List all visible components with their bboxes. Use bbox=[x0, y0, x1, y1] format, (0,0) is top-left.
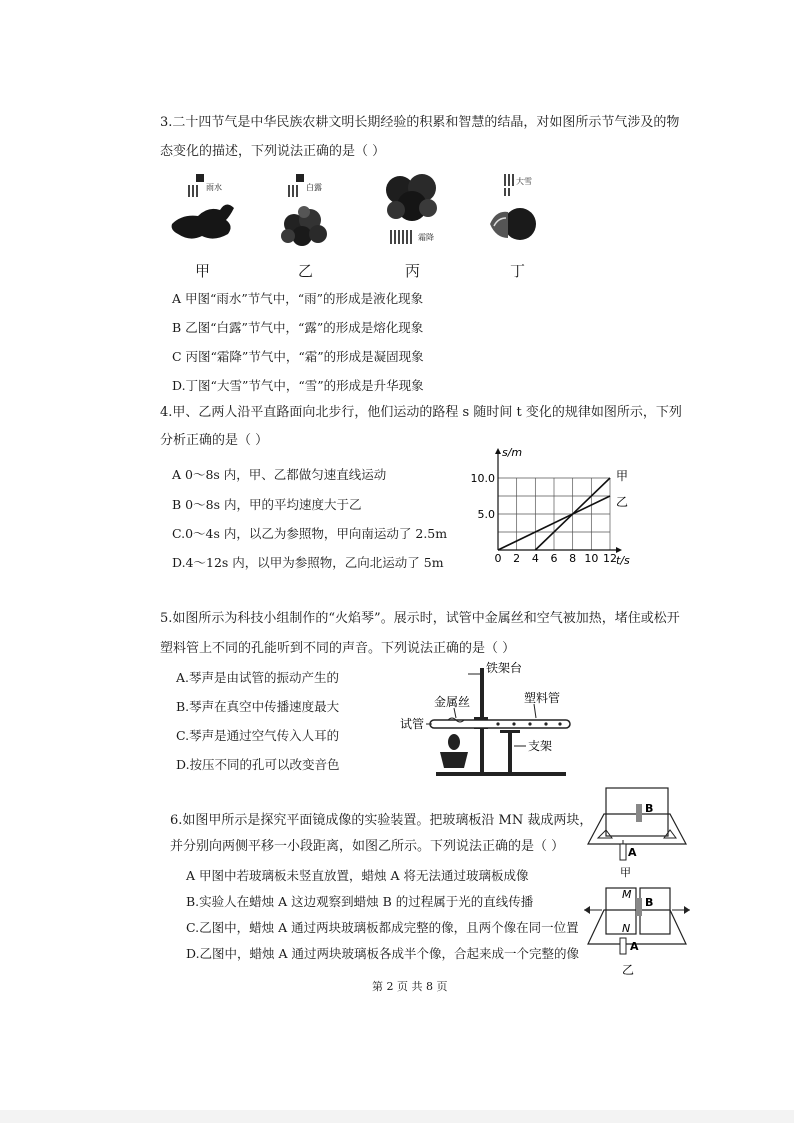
q3-image-bailu bbox=[274, 170, 336, 252]
q6-mirror-diagrams bbox=[582, 784, 692, 980]
chart-x-tick-label: 0 bbox=[494, 552, 502, 565]
q4-stem-line1: 4.甲、乙两人沿平直路面向北步行，他们运动的路程 s 随时间 t 变化的规律如图所示，下列 bbox=[160, 405, 682, 420]
q3-image-daxue bbox=[486, 170, 546, 250]
q4-option-d: D.4～12s 内，以甲为参照物，乙向北运动了 5m bbox=[172, 555, 444, 570]
q5-option-d: D.按压不同的孔可以改变音色 bbox=[176, 757, 340, 772]
q6-label-candle-b-fig2: B bbox=[645, 896, 654, 909]
q3-label-yi: 乙 bbox=[298, 262, 314, 280]
q5-option-b: B.琴声在真空中传播速度最大 bbox=[176, 699, 340, 714]
q3-stem-line1: 3.二十四节气是中华民族农耕文明长期经验的积累和智慧的结晶，对如图所示节气涉及的物 bbox=[160, 115, 680, 130]
q5-flame-organ-diagram bbox=[396, 660, 596, 780]
q3-poem-label-bailu: 白露 bbox=[306, 183, 322, 192]
chart-x-tick-label: 2 bbox=[513, 552, 521, 565]
q5-label-test-tube: 试管 bbox=[400, 717, 425, 731]
q3-label-ding: 丁 bbox=[510, 262, 526, 280]
q6-label-candle-a-fig1: A bbox=[628, 846, 637, 859]
q4-option-a: A 0～8s 内，甲、乙都做匀速直线运动 bbox=[172, 467, 387, 482]
q3-poem-label-shuangjiang: 霜降 bbox=[418, 233, 434, 242]
q6-stem-line1: 6.如图甲所示是探究平面镜成像的实验装置。把玻璃板沿 MN 裁成两块， bbox=[170, 813, 593, 828]
q6-option-b: B.实验人在蜡烛 A 这边观察到蜡烛 B 的过程属于光的直线传播 bbox=[186, 894, 534, 909]
chart-x-axis-label: t/s bbox=[616, 554, 630, 567]
q3-option-a: A 甲图“雨水”节气中，“雨”的形成是液化现象 bbox=[172, 291, 424, 306]
q6-label-fig-yi: 乙 bbox=[622, 963, 635, 977]
chart-y-arrow bbox=[495, 448, 501, 454]
q4-stem-line2: 分析正确的是（ ） bbox=[160, 433, 269, 448]
q5-label-support: 支架 bbox=[528, 739, 553, 753]
q6-option-c: C.乙图中，蜡烛 A 通过两块玻璃板都成完整的像，且两个像在同一位置 bbox=[186, 920, 579, 935]
page-number: 第 2 页 共 8 页 bbox=[372, 980, 448, 993]
q4-s-t-chart bbox=[470, 446, 660, 574]
q5-stem-line2: 塑料管上不同的孔能听到不同的声音。下列说法正确的是（ ） bbox=[160, 641, 516, 656]
q3-image-shuangjiang bbox=[382, 172, 442, 252]
q3-image-yushui bbox=[168, 170, 240, 248]
q5-label-stand: 铁架台 bbox=[486, 661, 523, 675]
chart-x-tick-label: 10 bbox=[584, 552, 599, 565]
q5-option-c: C.琴声是通过空气传入人耳的 bbox=[176, 728, 340, 743]
chart-series-label-2: 乙 bbox=[616, 495, 629, 509]
q6-option-d: D.乙图中，蜡烛 A 通过两块玻璃板各成半个像，合起来成一个完整的像 bbox=[186, 946, 580, 961]
q5-stem-line1: 5.如图所示为科技小组制作的“火焰琴”。展示时，试管中金属丝和空气被加热，堵住或松开 bbox=[160, 611, 680, 626]
q6-stem-line2: 并分别向两侧平移一小段距离，如图乙所示。下列说法正确的是（ ） bbox=[170, 839, 565, 854]
q6-label-fig-jia: 甲 bbox=[620, 866, 631, 879]
q6-option-a: A 甲图中若玻璃板未竖直放置，蜡烛 A 将无法通过玻璃板成像 bbox=[186, 868, 529, 883]
q5-label-plastic-tube: 塑料管 bbox=[524, 691, 561, 705]
q3-option-b: B 乙图“白露”节气中，“露”的形成是熔化现象 bbox=[172, 320, 424, 335]
chart-x-tick-label: 8 bbox=[569, 552, 577, 565]
chart-x-tick-label: 4 bbox=[531, 552, 539, 565]
q6-label-candle-a-fig2: A bbox=[630, 940, 639, 953]
q3-poem-label-daxue: 大雪 bbox=[516, 177, 532, 186]
chart-series-label-1: 甲 bbox=[616, 469, 629, 483]
q3-label-bing: 丙 bbox=[405, 262, 421, 280]
q5-label-wire: 金属丝 bbox=[434, 695, 471, 709]
scan-bottom-edge bbox=[0, 1110, 794, 1123]
chart-y-axis-label: s/m bbox=[502, 446, 523, 459]
q6-label-candle-b-fig1: B bbox=[645, 802, 654, 815]
q4-option-b: B 0～8s 内，甲的平均速度大于乙 bbox=[172, 497, 362, 512]
q3-stem-line2: 态变化的描述，下列说法正确的是（ ） bbox=[160, 144, 386, 159]
q3-option-c: C 丙图“霜降”节气中，“霜”的形成是凝固现象 bbox=[172, 349, 424, 364]
q4-option-c: C.0～4s 内，以乙为参照物，甲向南运动了 2.5m bbox=[172, 526, 448, 541]
q6-label-m: M bbox=[622, 888, 632, 901]
q3-label-jia: 甲 bbox=[195, 262, 211, 280]
q5-option-a: A.琴声是由试管的振动产生的 bbox=[176, 670, 340, 685]
chart-x-tick-label: 12 bbox=[603, 552, 617, 565]
q6-label-n: N bbox=[622, 922, 631, 935]
q3-option-d: D.丁图“大雪”节气中，“雪”的形成是升华现象 bbox=[172, 378, 424, 393]
q3-poem-label-yushui: 雨水 bbox=[206, 183, 222, 192]
chart-y-tick-label: 5.0 bbox=[477, 508, 495, 521]
chart-y-tick-label: 10.0 bbox=[470, 472, 495, 485]
chart-x-tick-label: 6 bbox=[550, 552, 558, 565]
